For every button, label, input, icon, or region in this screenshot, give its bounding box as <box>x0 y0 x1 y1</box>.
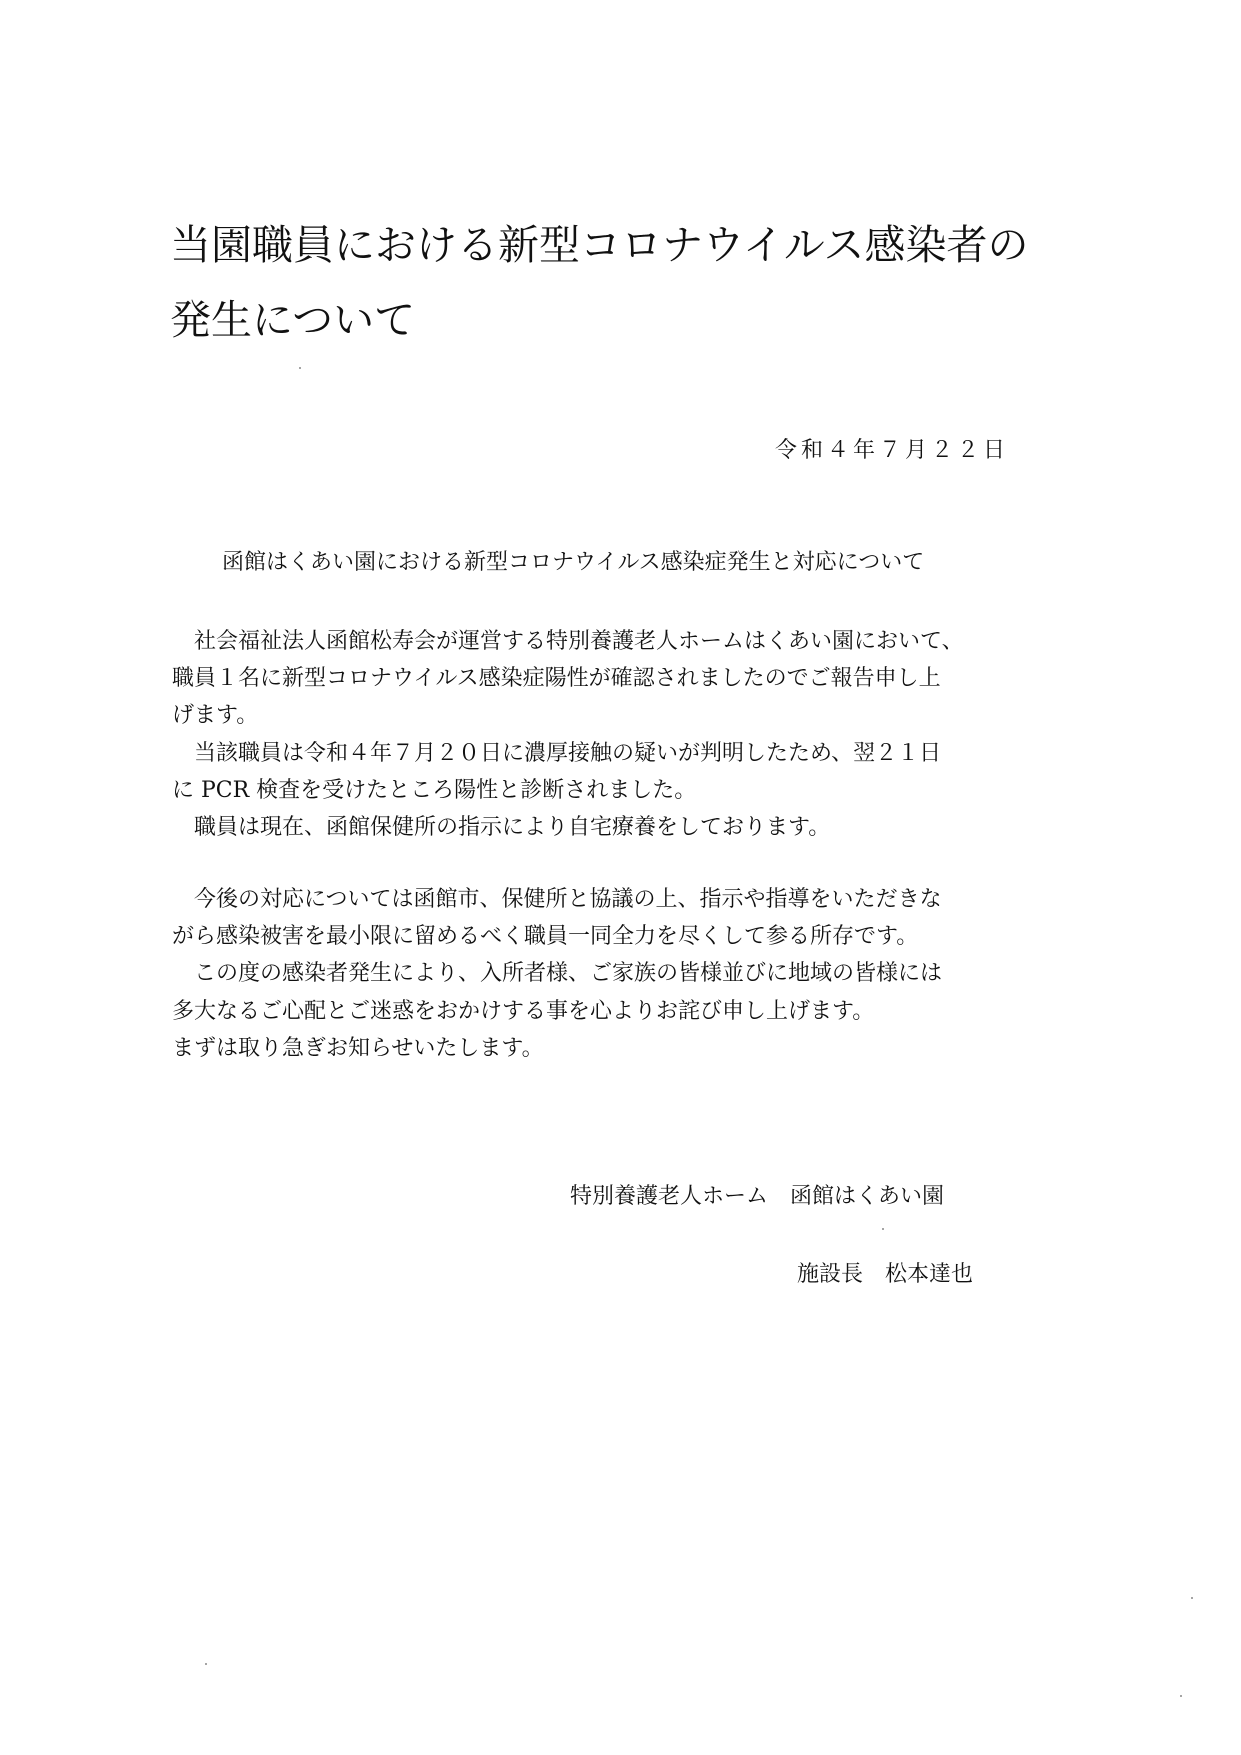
scan-speck <box>882 1228 884 1230</box>
signature-director: 施設長 松本達也 <box>797 1262 974 1287</box>
body-line: まずは取り急ぎお知らせいたします。 <box>172 1036 544 1061</box>
body-line: 職員は現在、函館保健所の指示により自宅療養をしております。 <box>172 815 831 840</box>
scan-speck <box>299 367 301 369</box>
body-line: 多大なるご心配とご迷惑をおかけする事を心よりお詫び申し上げます。 <box>172 999 875 1024</box>
body-line: に PCR 検査を受けたところ陽性と診断されました。 <box>172 778 697 803</box>
signature-organization: 特別養護老人ホーム 函館はくあい園 <box>570 1184 945 1209</box>
scan-speck <box>205 1663 207 1665</box>
document-date: 令和４年７月２２日 <box>775 438 1010 463</box>
body-line: この度の感染者発生により、入所者様、ご家族の皆様並びに地域の皆様には <box>172 961 943 986</box>
document-title-line-1: 当園職員における新型コロナウイルス感染者の <box>170 221 1029 269</box>
body-line: 当該職員は令和４年７月２０日に濃厚接触の疑いが判明したため、翌２１日 <box>172 741 942 766</box>
scan-speck <box>1180 1695 1182 1697</box>
scan-speck <box>1191 1597 1193 1599</box>
body-line: 職員１名に新型コロナウイルス感染症陽性が確認されましたのでご報告申し上 <box>172 666 941 691</box>
document-title-line-2: 発生について <box>170 296 416 344</box>
body-line: げます。 <box>172 703 259 728</box>
body-line: 今後の対応については函館市、保健所と協議の上、指示や指導をいただきな <box>172 887 942 912</box>
body-line: がら感染被害を最小限に留めるべく職員一同全力を尽くして参る所存です。 <box>172 924 919 949</box>
document-subject: 函館はくあい園における新型コロナウイルス感染症発生と対応について <box>222 550 925 575</box>
body-line: 社会福祉法人函館松寿会が運営する特別養護老人ホームはくあい園において、 <box>172 629 964 654</box>
